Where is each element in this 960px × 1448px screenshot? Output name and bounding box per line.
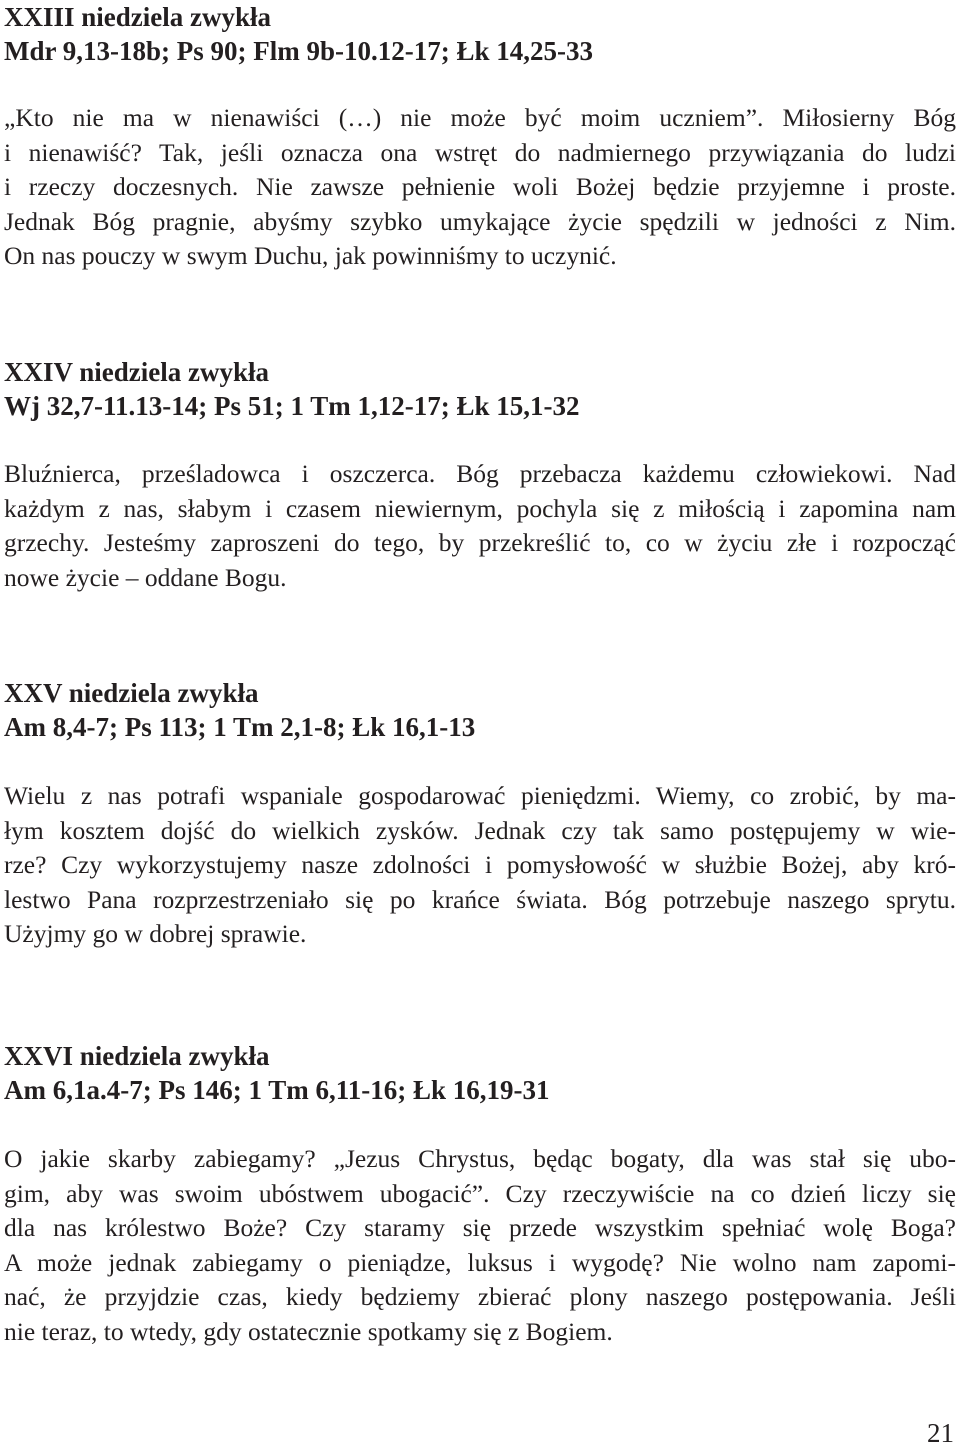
body-line: „Kto nie ma w nienawiści (…) nie może być moim uczniem”. Miłosierny Bóg <box>4 103 956 132</box>
sunday-section <box>4 676 956 952</box>
body-line: gim, aby was swoim ubóstwem ubogacić”. Czy rzeczywiście na co dzień liczy się <box>4 1178 956 1208</box>
section-title: XXVI niedziela zwykła <box>4 1041 270 1071</box>
section-readings: Am 8,4-7; Ps 113; 1 Tm 2,1-8; Łk 16,1-13 <box>4 712 476 742</box>
body-line: Bluźnierca, prześladowca i oszczerca. Bóg przebacza każdemu człowiekowi. Nad <box>4 459 956 488</box>
section-readings: Wj 32,7-11.13-14; Ps 51; 1 Tm 1,12-17; Łk 15,1-32 <box>4 391 580 421</box>
body-line: i rzeczy doczesnych. Nie zawsze pełnienie woli Bożej będzie przyjemne i proste. <box>4 172 956 201</box>
body-line: O jakie skarby zabiegamy? „Jezus Chrystus, będąc bogaty, dla was stał się ubo- <box>4 1144 956 1173</box>
body-line: lestwo Pana rozprzestrzeniało się po krańce świata. Bóg potrzebuje naszego sprytu. <box>4 884 956 914</box>
section-title: XXIII niedziela zwykła <box>4 2 272 32</box>
sunday-section <box>4 355 956 595</box>
section-readings: Mdr 9,13-18b; Ps 90; Flm 9b-10.12-17; Łk 14,25-33 <box>4 36 593 66</box>
section-body <box>4 779 956 952</box>
section-body <box>4 457 956 595</box>
section-body <box>4 101 956 274</box>
body-line: grzechy. Jesteśmy zaproszeni do tego, by przekreślić to, co w życiu złe i rozpocząć <box>4 528 956 557</box>
body-line: łym kosztem dojść do wielkich zysków. Jednak czy tak samo postępujemy w wie- <box>4 815 956 845</box>
section-title: XXIV niedziela zwykła <box>4 357 270 387</box>
page-number: 21 <box>927 1418 954 1448</box>
body-line: nie teraz, to wtedy, gdy ostatecznie spotkamy się z Bogiem. <box>4 1316 613 1346</box>
section-readings: Am 6,1a.4-7; Ps 146; 1 Tm 6,11-16; Łk 16,19-31 <box>4 1075 550 1105</box>
body-line: A może jednak zabiegamy o pieniądze, luksus i wygodę? Nie wolno nam zapomi- <box>4 1247 956 1277</box>
body-line: On nas pouczy w swym Duchu, jak powinniśmy to uczynić. <box>4 241 617 270</box>
body-line: nać, że przyjdzie czas, kiedy będziemy zbierać plony naszego postępowania. Jeśli <box>4 1282 956 1311</box>
body-line: i nienawiść? Tak, jeśli oznacza ona wstręt do nadmiernego przywiązania do ludzi <box>4 137 956 167</box>
body-line: dla nas królestwo Boże? Czy staramy się przede wszystkim spełniać wolę Boga? <box>4 1213 956 1242</box>
body-line: każdym z nas, słabym i czasem niewiernym, pochyla się z miłością i zapomina nam <box>4 493 956 523</box>
section-title: XXV niedziela zwykła <box>4 678 259 708</box>
body-line: rze? Czy wykorzystujemy nasze zdolności i pomysłowość w służbie Bożej, aby kró- <box>4 850 956 879</box>
body-line: Wielu z nas potrafi wspaniale gospodarować pieniędzmi. Wiemy, co zrobić, by ma- <box>4 781 956 810</box>
sunday-section <box>4 0 956 274</box>
body-line: nowe życie – oddane Bogu. <box>4 562 287 592</box>
body-line: Użyjmy go w dobrej sprawie. <box>4 919 307 948</box>
body-line: Jednak Bóg pragnie, abyśmy szybko umykające życie spędzili w jedności z Nim. <box>4 206 956 236</box>
section-body <box>4 1142 956 1349</box>
sunday-section <box>4 1039 956 1349</box>
